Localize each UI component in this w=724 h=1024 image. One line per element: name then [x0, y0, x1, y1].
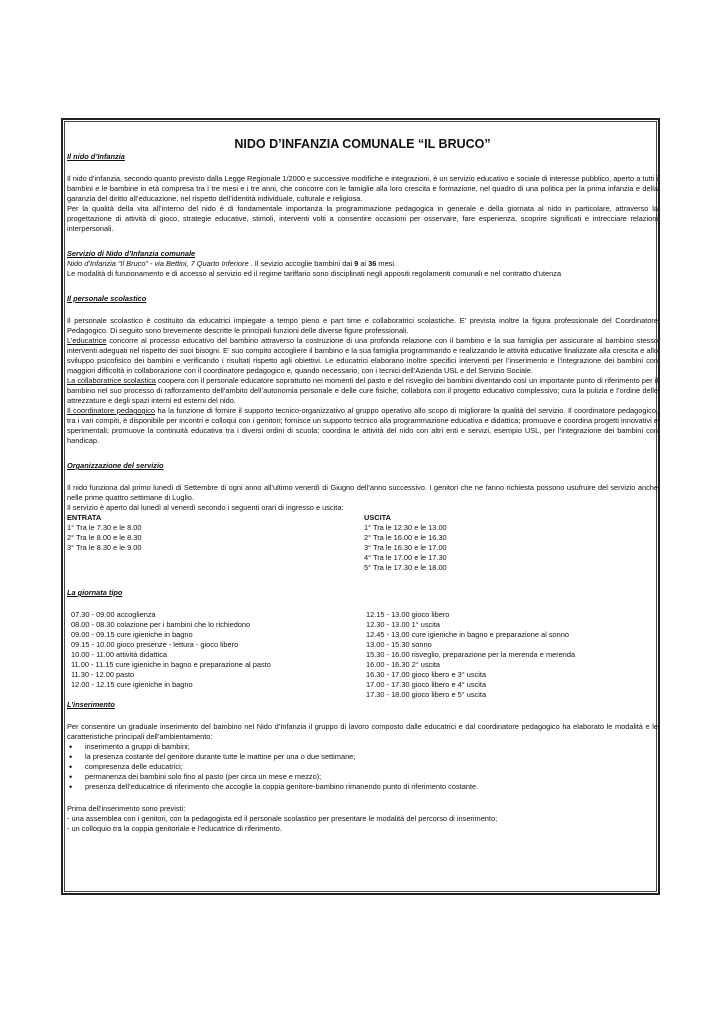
entrata-row: 2° Tra le 8.00 e le 8.30: [67, 533, 142, 542]
schedule-item: 09.00 - 09.15 cure igieniche in bagno: [71, 630, 193, 639]
text-educatrice: concorre al processo educativo del bambino attraverso la costruzione di una profonda relazione con il bambino e la sua famiglia per assicurare al bambino stesso interventi adeguati nel rispetto dei suoi bisogni. E’ suo compito accogliere il bambino e la sua famiglia programmando e realizzando le attività educative finalizzate alla crescita e allo sviluppo psicofisico dei bambini e verificando i risultati rispetto agli obiettivi. Le educatrici elaborano inoltre specifici interventi per l’inserimento e l’integrazione dei bambini con maggiori difficoltà in collaborazione con il coordinatore pedagogico e, quando necessario, con i tecnici dell’Azienda USL e del Servizio Sociale.: [67, 336, 658, 375]
list-item: • permanenza dei bambini solo fino al pasto (per circa un mese e mezzo);: [85, 772, 658, 782]
schedule-item: 12.15 - 13.00 gioco libero: [366, 610, 450, 619]
servizio-age-text: . Il sevizio accoglie bambini dai: [248, 259, 355, 268]
paragraph-nido-1: Il nido d’infanzia, secondo quanto previsto dalla Legge Regionale 1/2000 e successive modifiche e integrazioni, è un servizio educativo e sociale di interesse pubblico, aperto a tutti i bambini e le bambine in età compresa tra i tre mesi e i tre anni, che concorre con le famiglie alla loro crescita e formazione, nel quadro di una politica per la prima infanzia e della garanzia del diritto all’educazione, nel rispetto dell’identità individuale, culturale e religiosa.: [67, 174, 658, 203]
list-item: • inserimento a gruppi di bambini;: [85, 742, 658, 752]
schedule-item: 13.00 - 15.30 sonno: [366, 640, 432, 649]
schedule-item: 10.00 - 11.00 attività didattica: [71, 650, 168, 659]
schedule-item: 12.45 - 13.00 cure igieniche in bagno e preparazione al sonno: [366, 630, 569, 639]
schedule-item: 09.15 - 10.00 gioco presenze - lettura - gioco libero: [71, 640, 239, 649]
schedule-item: 15.30 - 16.00 risveglio, preparazione per la merenda e merenda: [366, 650, 576, 659]
schedule-item: 17.00 - 17.30 gioco libero e 4° uscita: [366, 680, 487, 689]
section-heading-personale: Il personale scolastico: [67, 294, 147, 303]
prima-intro: Prima dell’inserimento sono previsti:: [67, 804, 186, 813]
paragraph-educatrice: [67, 336, 658, 376]
paragraph-organizzazione-2: Il servizio è aperto dal lunedì al venerdì secondo i seguenti orari di ingresso e uscita:: [67, 503, 344, 512]
term-coordinatore: Il coordinatore pedagogico: [67, 406, 155, 415]
inserimento-list: [67, 742, 658, 792]
age-min: 9: [354, 259, 359, 268]
section-heading-nido: Il nido d’Infanzia: [67, 152, 125, 161]
prima-item: - un colloquio tra la coppia genitoriale e l’educatrice di riferimento.: [67, 824, 282, 833]
servizio-age-post: mesi.: [376, 259, 397, 268]
list-item: • la presenza costante del genitore durante tutte le mattine per una o due settimane;: [85, 752, 658, 762]
schedule-right: [366, 610, 658, 700]
list-item: • compresenza delle educatrici;: [85, 762, 658, 772]
paragraph-collaboratrice: [67, 376, 658, 406]
paragraph-servizio-2: Le modalità di funzionamento e di accesso al servizio ed il regime tariffario sono disciplinati negli appositi regolamenti comunali e nel contratto d’utenza: [67, 269, 562, 278]
servizio-age-mid: ai: [358, 259, 369, 268]
text-collaboratrice: coopera con il personale educatore soprattutto nei momenti del pasto e del risveglio dei bambini diventando così un importante punto di riferimento per il bambino nel suo processo di rafforzamento dell’ambito dell’autonomia personale e delle cure fisiche; collabora con il progetto educativo complessivo; cura la pulizia e l’ordine delle attrezzature e degli spazi interni ed esterni del nido.: [67, 376, 658, 405]
uscita-row: 1° Tra le 12.30 e le 13.00: [364, 523, 447, 532]
age-max: 36: [368, 259, 377, 268]
giornata-schedule: [67, 610, 658, 700]
schedule-left: [67, 610, 366, 700]
schedule-item: 07.30 - 09.00 accoglienza: [71, 610, 156, 619]
schedule-item: 12.30 - 13.00 1° uscita: [366, 620, 441, 629]
section-heading-inserimento: L’inserimento: [67, 700, 115, 709]
text-coordinatore: ha la funzione di fornire il supporto tecnico-organizzativo al gruppo operativo allo scopo di migliorare la qualità del servizio. Il coordinatore pedagogico, tra i vari compiti, è disponibile per incontri e colloqui con i genitori; fornisce un supporto tecnico alla programmazione educativa e didattica; promuove e coordina progetti innovativi e sperimentali; promuove la continuità educativa tra i diversi ordini di scuola; coordina le attività del nido con altri enti e servizi, esempio USL, per l’integrazione dei bambini con handicap.: [67, 406, 658, 445]
schedule-item: 12.00 - 12.15 cure igieniche in bagno: [71, 680, 193, 689]
uscita-column: [364, 513, 658, 573]
term-collaboratrice: La collaboratrice scolastica: [67, 376, 156, 385]
list-item: • presenza dell’educatrice di riferimento che accoglie la coppia genitore-bambino rimanendo punto di riferimento costante.: [85, 782, 658, 792]
section-heading-servizio: Servizio di Nido d’Infanzia comunale: [67, 249, 196, 258]
section-heading-organizzazione: Organizzazione del servizio: [67, 461, 164, 470]
orari-table: [67, 513, 658, 573]
paragraph-coordinatore: [67, 406, 658, 446]
entrata-row: 1° Tra le 7.30 e le 8.00: [67, 523, 142, 532]
paragraph-personale-1: Il personale scolastico è costituito da educatrici impiegate a tempo pieno e part time e collaboratrici scolastiche. E’ prevista inoltre la figura professionale del Coordinatore Pedagogico. Di seguito sono brevemente descritte le principali funzioni delle diverse figure professionali.: [67, 316, 658, 335]
schedule-item: 11.00 - 11.15 cure igieniche in bagno e preparazione al pasto: [71, 660, 271, 669]
schedule-item: 16.30 - 17.00 gioco libero e 3° uscita: [366, 670, 487, 679]
schedule-item: 11.30 - 12.00 pasto: [71, 670, 135, 679]
uscita-row: 5° Tra le 17.30 e le 18.00: [364, 563, 447, 572]
servizio-address: Nido d’Infanzia “Il Bruco” - via Bettini, 7 Quarto Inferiore: [67, 259, 249, 268]
paragraph-nido-2: Per la qualità della vita all’interno del nido è di fondamentale importanza la programmazione pedagogica in generale e della giornata al nido in particolare, attraverso la progettazione di attività di gioco, strategie educative, stimoli, interventi volti a consentire occasioni per osservare, fare esperienza, scoprire significati e intrecciare relazioni interpersonali.: [67, 204, 658, 233]
paragraph-servizio-1: [67, 259, 658, 269]
entrata-column: [67, 513, 364, 573]
schedule-item: 17.30 - 18.00 gioco libero e 5° uscita: [366, 690, 487, 699]
entrata-label: ENTRATA: [67, 513, 102, 522]
uscita-row: 2° Tra le 16.00 e le 16.30: [364, 533, 447, 542]
page-title: NIDO D’INFANZIA COMUNALE “IL BRUCO”: [234, 137, 491, 151]
paragraph-organizzazione-1: Il nido funziona dal primo lunedì di Settembre di ogni anno all’ultimo venerdì di Giugno dell’anno successivo. I genitori che ne fanno richiesta possono usufruire del servizio anche nelle prime quattro settimane di Luglio.: [67, 483, 658, 502]
document-body: [67, 124, 658, 834]
paragraph-inserimento-1: Per consentire un graduale inserimento del bambino nel Nido d’Infanzia il gruppo di lavoro composto dalle educatrici e dal coordinatore pedagogico ha elaborato le modalità e le caratteristiche principali dell’ambientamento:: [67, 722, 658, 741]
uscita-row: 3° Tra le 16.30 e le 17.00: [364, 543, 447, 552]
prima-item: - una assemblea con i genitori, con la pedagogista ed il personale scolastico per presentare le modalità del percorso di inserimento;: [67, 814, 498, 823]
uscita-label: USCITA: [364, 513, 391, 522]
section-heading-giornata: La giornata tipo: [67, 588, 123, 597]
entrata-row: 3° Tra le 8.30 e le 9.00: [67, 543, 142, 552]
schedule-item: 16.00 - 16.30 2° uscita: [366, 660, 441, 669]
schedule-item: 08.00 - 08.30 colazione per i bambini che lo richiedono: [71, 620, 251, 629]
uscita-row: 4° Tra le 17.00 e le 17.30: [364, 553, 447, 562]
term-educatrice: L’educatrice: [67, 336, 107, 345]
